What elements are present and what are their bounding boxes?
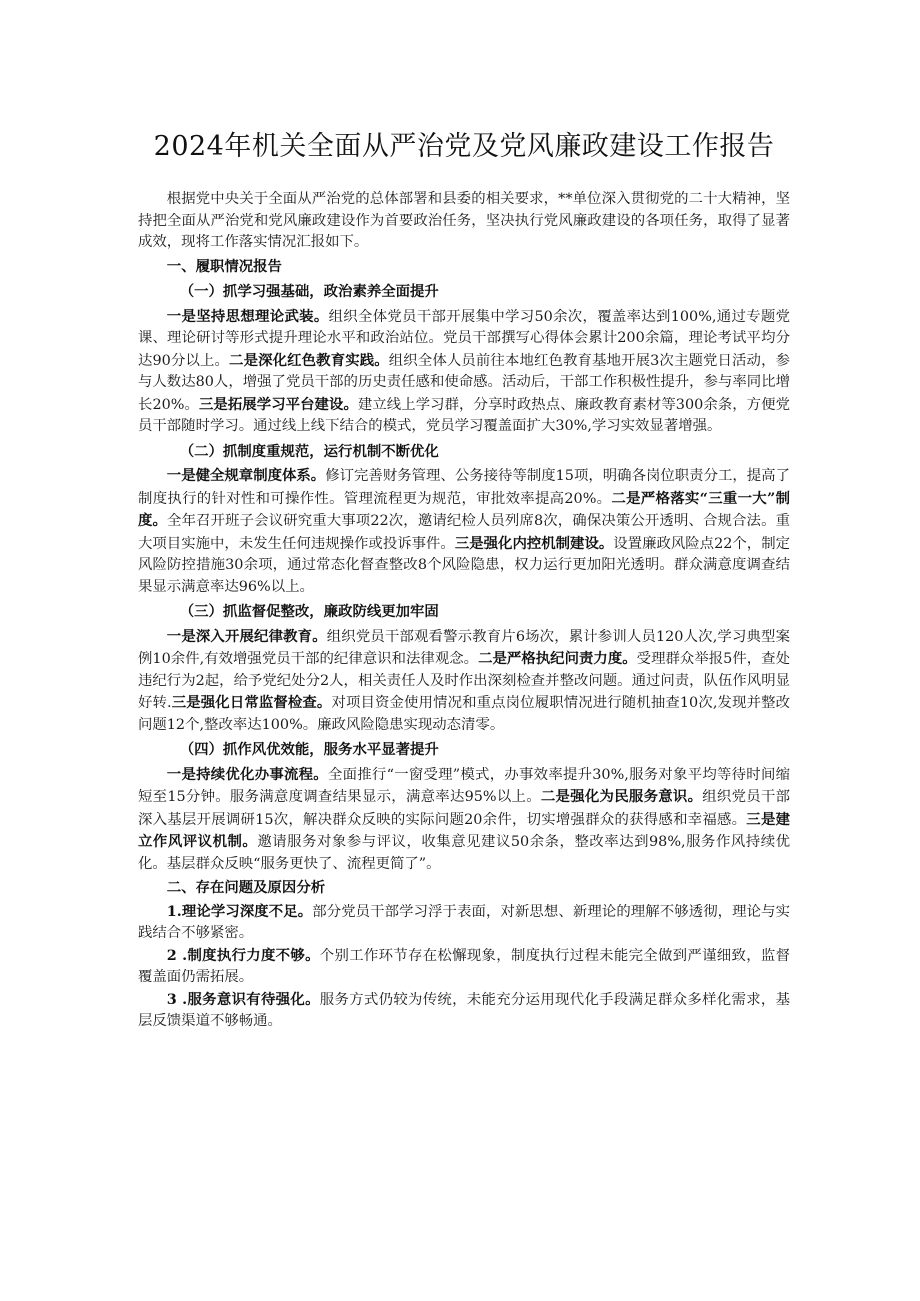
- section-1-heading-text: 一、履职情况报告: [166, 257, 282, 275]
- point-1-1-text: 组织全体党员干部开展集中学习50余次，覆盖率达到100%,通过专题党课、理论研讨等形式提升理论水平和政治站位。党员干部撰写心得体会累计200余篇，理论考试平均分达90分以上。: [138, 308, 790, 369]
- subsection-4-heading: [138, 739, 790, 762]
- subsection-3-heading: [138, 601, 790, 624]
- section-2-heading: [138, 877, 790, 900]
- point-2-2-title: 二是严格落实“三重一大”制度。: [138, 489, 790, 529]
- document-title: 2024年机关全面从严治党及党风廉政建设工作报告: [153, 131, 775, 162]
- problem-1-title: 1.理论学习深度不足。: [166, 902, 313, 920]
- point-4-2-text: 组织党员干部深入基层开展调研15次，解决群众反映的实际问题20余件，切实增强群众的获得感和幸福感。: [138, 789, 790, 828]
- problem-3-text: 服务方式仍较为传统，未能充分运用现代化手段满足群众多样化需求，基层反馈渠道不够畅通。: [138, 991, 790, 1029]
- point-1-2-text: 组织全体人员前往本地红色教育基地开展3次主题党日活动，参与人数达80人，增强了党员干部的历史责任感和使命感。活动后，干部工作积极性提升，参与率同比增长20%。: [138, 352, 790, 413]
- problem-3-title: 3 .服务意识有待强化。: [166, 990, 320, 1008]
- document-page: [138, 124, 790, 1033]
- subsection-4-heading-text: （四）抓作风优效能，服务水平显著提升: [179, 741, 439, 758]
- subsection-1-heading: [138, 281, 790, 304]
- problem-item: [138, 945, 790, 989]
- point-3-2-title: 二是严格执纪问责力度。: [478, 650, 637, 667]
- problem-2-title: 2 .制度执行力度不够。: [166, 946, 320, 964]
- point-2-1-title: 一是健全规章制度体系。: [166, 467, 326, 484]
- point-2-3-text: 设置廉政风险点22个，制定风险防控措施30余项，通过常态化督查整改8个风险隐患，权力运行更加阳光透明。群众满意度调查结果显示满意率达96%以上。: [138, 535, 790, 595]
- intro-paragraph: 根据党中央关于全面从严治党的总体部署和县委的相关要求，**单位深入贯彻党的二十大精神，坚持把全面从严治党和党风廉政建设作为首要政治任务，坚决执行党风廉政建设的各项任务，取得了显著成效，现将工作落实情况汇报如下。: [138, 191, 790, 250]
- point-2-2-text: 全年召开班子会议研究重大事项22次，邀请纪检人员列席8次，确保决策公开透明、合规合法。重大项目实施中，未发生任何违规操作或投诉事件。: [138, 513, 790, 552]
- point-1-3-title: 三是拓展学习平台建设。: [198, 395, 358, 413]
- section-2-heading-text: 二、存在问题及原因分析: [166, 879, 326, 896]
- subsection-4-body: [138, 764, 790, 876]
- subsection-1-body: [138, 306, 790, 438]
- point-4-2-title: 二是强化为民服务意识。: [540, 788, 703, 805]
- point-4-3-title: 三是建立作风评议机制。: [138, 810, 790, 850]
- point-1-3-text: 建立线上学习群，分享时政热点、廉政教育素材等300余条，方便党员干部随时学习。通过线上线下结合的模式，党员学习覆盖面扩大30%,学习实效显著增强。: [138, 396, 790, 434]
- point-2-1-text: 修订完善财务管理、公务接待等制度15项，明确各岗位职责分工，提高了制度执行的针对性和可操作性。管理流程更为规范，审批效率提高20%。: [138, 468, 790, 507]
- subsection-3-body: [138, 626, 790, 737]
- point-3-3-text: 对项目资金使用情况和重点岗位履职情况进行随机抽查10次,发现并整改问题12个,整改率达100%。廉政风险隐患实现动态清零。: [138, 695, 790, 733]
- subsection-2-body: [138, 465, 790, 598]
- point-2-3-title: 三是强化内控机制建设。: [454, 534, 614, 552]
- point-4-3-text: 邀请服务对象参与评议，收集意见建议50余条，整改率达到98%,服务作风持续优化。基层群众反映“服务更快了、流程更简了”。: [138, 834, 790, 872]
- point-3-1-text: 组织党员干部观看警示教育片6场次，累计参训人员120人次,学习典型案例10余件,有效增强党员干部的纪律意识和法律观念。: [138, 628, 790, 667]
- point-4-1-text: 全面推行“一窗受理”模式，办事效率提升30%,服务对象平均等待时间缩短至15分钟。服务满意度调查结果显示，满意率达95%以上。: [138, 766, 790, 805]
- problem-item: [138, 901, 790, 945]
- subsection-2-heading-text: （二）抓制度重规范，运行机制不断优化: [179, 442, 439, 460]
- problem-1-text: 部分党员干部学习浮于表面，对新思想、新理论的理解不够透彻，理论与实践结合不够紧密。: [138, 903, 790, 941]
- point-1-2-title: 二是深化红色教育实践。: [229, 351, 389, 369]
- problem-2-text: 个别工作环节存在松懈现象，制度执行过程未能完全做到严谨细致，监督覆盖面仍需拓展。: [138, 947, 790, 985]
- problem-item: [138, 989, 790, 1033]
- point-3-3-title: 三是强化日常监督检查。: [171, 694, 332, 711]
- point-3-2-text: 受理群众举报5件，查处违纪行为2起，给予党纪处分2人，相关责任人及时作出深刻检查并整改问题。通过问责，队伍作风明显好转.: [138, 651, 790, 711]
- point-4-1-title: 一是持续优化办事流程。: [166, 765, 328, 783]
- subsection-2-heading: [138, 441, 790, 464]
- section-1-heading: [138, 256, 790, 279]
- point-1-1-title: 一是坚持思想理论武装。: [166, 307, 329, 325]
- subsection-1-heading-text: （一）抓学习强基础，政治素养全面提升: [179, 283, 439, 300]
- point-3-1-title: 一是深入开展纪律教育。: [166, 627, 327, 645]
- subsection-3-heading-text: （三）抓监督促整改，廉政防线更加牢固: [179, 603, 439, 620]
